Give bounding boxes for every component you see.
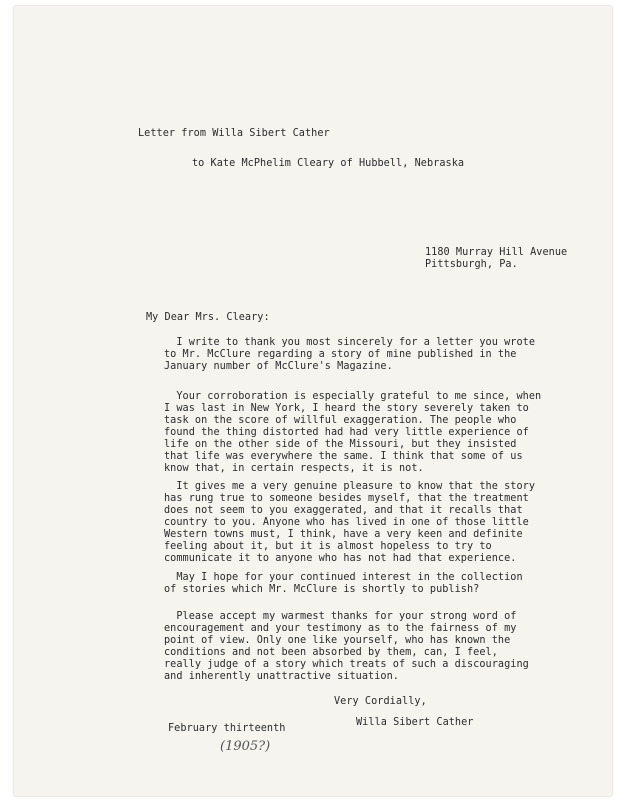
paragraph-line: and inherently unattractive situation. [164,671,399,682]
paragraph-line: communicate it to anyone who has not had that experience. [164,553,517,564]
address-line-1: 1180 Murray Hill Avenue [425,247,568,258]
paragraph-line: really judge of a story which treats of such a discouraging [164,659,529,670]
paragraph-line: I was last in New York, I heard the story severely taken to [164,403,529,414]
paragraph-line: It gives me a very genuine pleasure to know that the story [164,481,536,492]
paragraph-line: Western towns must, I think, have a very keen and definite [164,529,523,540]
paragraph-line: that life was everywhere the same. I think that some of us [164,451,523,462]
paragraph-line: feeling about it, but it is almost hopeless to try to [164,541,492,552]
heading-line-1: Letter from Willa Sibert Cather [138,128,330,139]
paragraph-line: Please accept my warmest thanks for your strong word of [164,611,517,622]
paragraph-line: of stories which Mr. McClure is shortly to publish? [164,584,480,595]
handwritten-date-note: (1905?) [220,739,271,754]
paragraph-line: encouragement and your testimony as to the fairness of my [164,623,517,634]
paragraph-line: Your corroboration is especially grateful to me since, when [164,391,542,402]
paragraph-line: know that, in certain respects, it is not. [164,463,424,474]
paragraph-line: point of view. Only one like yourself, who has known the [164,635,511,646]
paragraph-line: country to you. Anyone who has lived in one of those little [164,517,529,528]
paragraph-line: life on the other side of the Missouri, but they insisted [164,439,517,450]
salutation: My Dear Mrs. Cleary: [146,312,270,323]
closing: Very Cordially, [334,696,427,707]
paragraph-line: found the thing distorted had had very little experience of [164,427,529,438]
paragraph-line: has rung true to someone besides myself, that the treatment [164,493,529,504]
paragraph-1 [164,337,535,373]
paragraph-4 [164,572,523,596]
signature: Willa Sibert Cather [356,717,474,728]
letter-sheet [14,6,612,796]
paragraph-line: I write to thank you most sincerely for a letter you wrote [164,337,536,348]
date: February thirteenth [168,723,286,734]
paragraph-2 [164,391,541,475]
paragraph-line: task on the score of willful exaggeration. The people who [164,415,517,426]
address-line-2: Pittsburgh, Pa. [425,259,518,270]
paragraph-5 [164,611,529,683]
paragraph-line: January number of McClure's Magazine. [164,361,393,372]
paragraph-3 [164,481,535,565]
heading-line-2: to Kate McPhelim Cleary of Hubbell, Nebraska [192,158,465,169]
paragraph-line: does not seem to you exaggerated, and that it recalls that [164,505,523,516]
paragraph-line: to Mr. McClure regarding a story of mine published in the [164,349,517,360]
paragraph-line: May I hope for your continued interest in the collection [164,572,523,583]
paragraph-line: conditions and not been absorbed by them, can, I feel, [164,647,498,658]
